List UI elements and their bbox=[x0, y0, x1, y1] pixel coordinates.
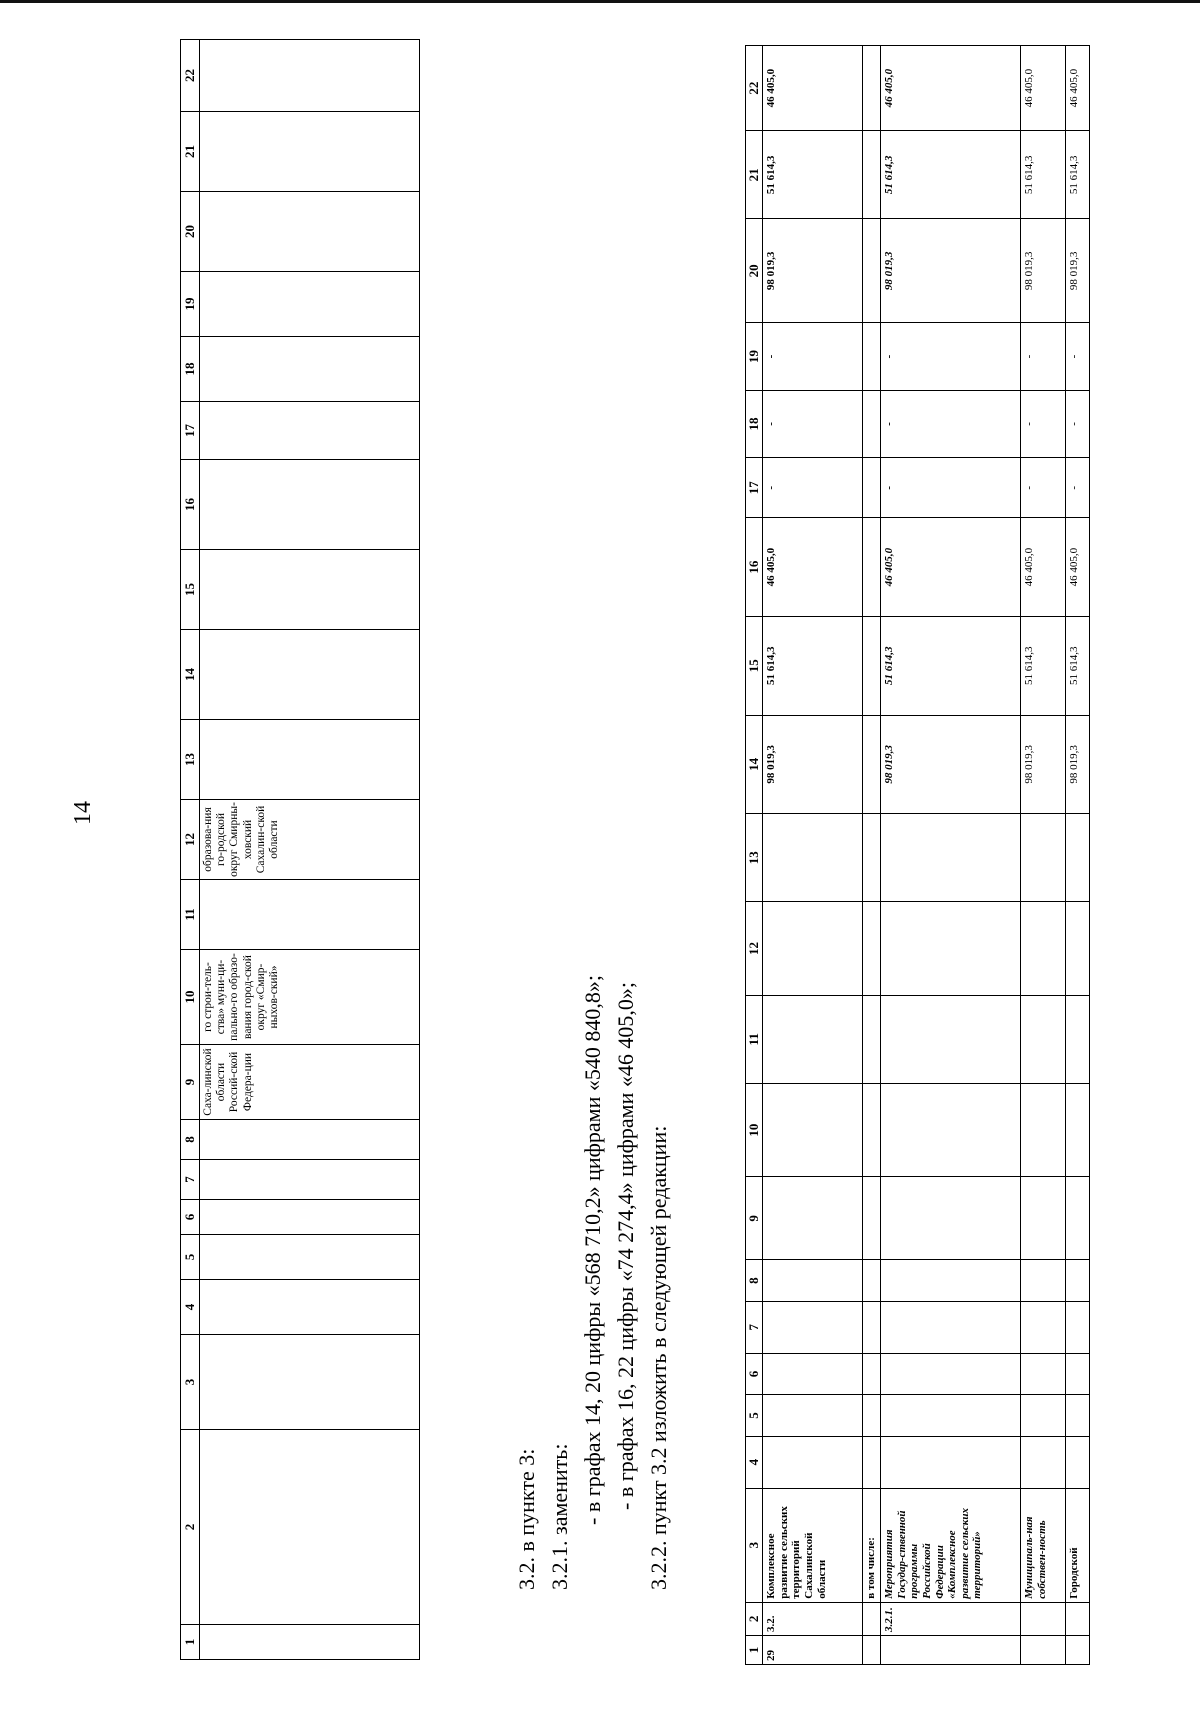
value-cell: 98 019,3 bbox=[763, 219, 863, 323]
table-cell bbox=[863, 1083, 881, 1176]
value-cell: 46 405,0 bbox=[1021, 518, 1066, 617]
col-header: 13 bbox=[746, 814, 763, 902]
table-cell bbox=[881, 1177, 1021, 1260]
table-cell bbox=[881, 1260, 1021, 1302]
table-cell bbox=[863, 902, 881, 995]
value-cell bbox=[863, 131, 881, 219]
table-cell bbox=[200, 1160, 420, 1200]
value-cell: 51 614,3 bbox=[881, 131, 1021, 219]
table-cell bbox=[763, 814, 863, 902]
table-cell bbox=[863, 1177, 881, 1260]
amendment-text bbox=[510, 190, 675, 1590]
table-cell-col10: го строи-тель-ства» муни-ци-пально-го образо-вания город-ской округ «Смир-ныхов-ский» bbox=[200, 950, 420, 1045]
value-cell: 46 405,0 bbox=[763, 46, 863, 131]
col-header: 14 bbox=[746, 715, 763, 814]
table-cell bbox=[200, 1120, 420, 1160]
col-header: 21 bbox=[746, 131, 763, 219]
value-cell: - bbox=[1021, 458, 1066, 518]
col-header: 17 bbox=[181, 402, 200, 460]
table-cell bbox=[881, 902, 1021, 995]
value-cell bbox=[863, 390, 881, 457]
table-cell bbox=[1066, 1301, 1090, 1353]
table-row bbox=[863, 46, 881, 1665]
value-cell: 98 019,3 bbox=[1066, 715, 1090, 814]
table-cell bbox=[863, 1395, 881, 1437]
table-cell bbox=[1066, 1260, 1090, 1302]
table-cell bbox=[1066, 1602, 1090, 1635]
value-cell: - bbox=[1021, 323, 1066, 390]
value-cell: - bbox=[881, 323, 1021, 390]
col-header: 18 bbox=[746, 390, 763, 457]
value-cell: - bbox=[881, 390, 1021, 457]
table-cell bbox=[200, 192, 420, 272]
table-cell bbox=[881, 1083, 1021, 1176]
table-cell bbox=[1021, 1436, 1066, 1488]
table-cell bbox=[863, 995, 881, 1083]
value-cell: 98 019,3 bbox=[881, 715, 1021, 814]
value-cell: 46 405,0 bbox=[763, 518, 863, 617]
value-cell: 46 405,0 bbox=[881, 46, 1021, 131]
text-line-2: 3.2.1. заменить: bbox=[547, 1443, 572, 1590]
value-cell: 51 614,3 bbox=[763, 616, 863, 715]
col-header: 15 bbox=[181, 550, 200, 630]
col-header: 17 bbox=[746, 458, 763, 518]
col-header: 6 bbox=[181, 1200, 200, 1235]
table-cell bbox=[1021, 1395, 1066, 1437]
table-cell bbox=[1066, 1395, 1090, 1437]
table-cell bbox=[763, 1395, 863, 1437]
table-cell bbox=[1066, 1177, 1090, 1260]
value-cell: 98 019,3 bbox=[1021, 715, 1066, 814]
value-cell: - bbox=[1066, 323, 1090, 390]
top-table-row bbox=[200, 40, 420, 1660]
table-cell bbox=[881, 1436, 1021, 1488]
table-row bbox=[1021, 46, 1066, 1665]
table-cell bbox=[1066, 995, 1090, 1083]
table-cell bbox=[1021, 1083, 1066, 1176]
col-header: 11 bbox=[181, 880, 200, 950]
value-cell: - bbox=[763, 390, 863, 457]
table-cell bbox=[200, 402, 420, 460]
col-header: 16 bbox=[181, 460, 200, 550]
item-name: Муниципаль-ная собствен-ность bbox=[1021, 1488, 1066, 1602]
col-header: 2 bbox=[181, 1430, 200, 1625]
table-cell bbox=[763, 1301, 863, 1353]
value-cell: 98 019,3 bbox=[763, 715, 863, 814]
col-header: 21 bbox=[181, 112, 200, 192]
table-cell bbox=[200, 40, 420, 112]
col-header: 3 bbox=[746, 1488, 763, 1602]
table-cell bbox=[1021, 814, 1066, 902]
value-cell: 46 405,0 bbox=[1066, 46, 1090, 131]
item-code: 3.2.1. bbox=[881, 1602, 1021, 1635]
col-header: 14 bbox=[181, 630, 200, 720]
table-cell bbox=[763, 1353, 863, 1395]
table-cell bbox=[200, 337, 420, 402]
value-cell: 51 614,3 bbox=[1021, 616, 1066, 715]
table-cell bbox=[863, 1353, 881, 1395]
col-header: 8 bbox=[181, 1120, 200, 1160]
col-header: 5 bbox=[181, 1235, 200, 1280]
table-cell bbox=[200, 272, 420, 337]
value-cell bbox=[863, 518, 881, 617]
text-line-1: 3.2. в пункте 3: bbox=[514, 1448, 539, 1590]
value-cell: 51 614,3 bbox=[1021, 131, 1066, 219]
value-cell: 46 405,0 bbox=[881, 518, 1021, 617]
col-header: 18 bbox=[181, 337, 200, 402]
col-header: 8 bbox=[746, 1260, 763, 1302]
col-header: 9 bbox=[746, 1177, 763, 1260]
value-cell bbox=[863, 458, 881, 518]
table-cell-col9: Саха-линской области Россий-ской Федера-ции bbox=[200, 1045, 420, 1120]
table-cell bbox=[1021, 1635, 1066, 1664]
table-cell bbox=[1066, 1436, 1090, 1488]
value-cell: 51 614,3 bbox=[763, 131, 863, 219]
col-header: 15 bbox=[746, 616, 763, 715]
table-cell bbox=[1066, 902, 1090, 995]
table-cell bbox=[763, 1436, 863, 1488]
value-cell: - bbox=[881, 458, 1021, 518]
table-row bbox=[881, 46, 1021, 1665]
value-cell: - bbox=[1066, 458, 1090, 518]
table-row bbox=[1066, 46, 1090, 1665]
table-cell bbox=[200, 1235, 420, 1280]
table-cell bbox=[881, 995, 1021, 1083]
col-header: 12 bbox=[746, 902, 763, 995]
col-header: 4 bbox=[746, 1436, 763, 1488]
table-cell bbox=[200, 1280, 420, 1335]
col-header: 10 bbox=[746, 1083, 763, 1176]
table-cell bbox=[1021, 1353, 1066, 1395]
table-cell bbox=[200, 1335, 420, 1430]
value-cell bbox=[863, 616, 881, 715]
table-row bbox=[763, 46, 863, 1665]
table-cell bbox=[200, 1625, 420, 1660]
col-header: 16 bbox=[746, 518, 763, 617]
table-cell bbox=[200, 112, 420, 192]
table-cell bbox=[881, 814, 1021, 902]
table-cell bbox=[763, 995, 863, 1083]
item-code: 3.2. bbox=[763, 1602, 863, 1635]
table-cell bbox=[863, 814, 881, 902]
table-cell bbox=[1021, 902, 1066, 995]
table-cell bbox=[200, 1200, 420, 1235]
table-cell bbox=[881, 1353, 1021, 1395]
col-header: 4 bbox=[181, 1280, 200, 1335]
top-border-line bbox=[0, 0, 1200, 3]
bottom-table bbox=[745, 45, 1090, 1665]
item-name: Мероприятия Государ-ственной программы Российской Федерации «Комплексное развитие сельских территорий» bbox=[881, 1488, 1021, 1602]
table-cell bbox=[863, 1635, 881, 1664]
col-header: 7 bbox=[746, 1301, 763, 1353]
table-cell bbox=[1066, 814, 1090, 902]
table-cell bbox=[881, 1635, 1021, 1664]
row-number: 29 bbox=[763, 1635, 863, 1664]
table-cell bbox=[881, 1395, 1021, 1437]
col-header: 11 bbox=[746, 995, 763, 1083]
bottom-table-container bbox=[745, 45, 1090, 1665]
item-name: Комплексное развитие сельских территорий Сахалинской области bbox=[763, 1488, 863, 1602]
page-number: 14 bbox=[70, 801, 96, 825]
col-header: 2 bbox=[746, 1602, 763, 1635]
table-cell bbox=[1066, 1083, 1090, 1176]
value-cell: 46 405,0 bbox=[1021, 46, 1066, 131]
col-header: 22 bbox=[181, 40, 200, 112]
value-cell: - bbox=[763, 323, 863, 390]
item-name: в том числе: bbox=[863, 1488, 881, 1602]
table-cell bbox=[200, 1430, 420, 1625]
item-name: Городской bbox=[1066, 1488, 1090, 1602]
col-header: 3 bbox=[181, 1335, 200, 1430]
col-header: 19 bbox=[746, 323, 763, 390]
table-cell bbox=[763, 1260, 863, 1302]
value-cell: 51 614,3 bbox=[1066, 131, 1090, 219]
table-cell bbox=[1021, 1260, 1066, 1302]
table-cell bbox=[1021, 1301, 1066, 1353]
table-cell-col12: образова-ния го-родской округ Смирны-ховский Сахалин-ской области bbox=[200, 800, 420, 880]
table-cell bbox=[200, 630, 420, 720]
col-header: 20 bbox=[746, 219, 763, 323]
col-header: 7 bbox=[181, 1160, 200, 1200]
value-cell: - bbox=[1021, 390, 1066, 457]
col-header: 1 bbox=[746, 1635, 763, 1664]
table-cell bbox=[200, 550, 420, 630]
col-header: 13 bbox=[181, 720, 200, 800]
table-cell bbox=[763, 902, 863, 995]
table-cell bbox=[1066, 1635, 1090, 1664]
value-cell bbox=[863, 715, 881, 814]
col-header: 6 bbox=[746, 1353, 763, 1395]
value-cell: 51 614,3 bbox=[881, 616, 1021, 715]
top-table-header-row bbox=[181, 40, 200, 1660]
col-header: 22 bbox=[746, 46, 763, 131]
table-cell bbox=[1021, 1177, 1066, 1260]
text-line-3: - в графах 14, 20 цифры «568 710,2» цифрами «540 840,8»; bbox=[580, 975, 605, 1525]
table-cell bbox=[200, 880, 420, 950]
value-cell: 51 614,3 bbox=[1066, 616, 1090, 715]
top-table bbox=[180, 39, 420, 1660]
value-cell bbox=[863, 323, 881, 390]
value-cell: 46 405,0 bbox=[1066, 518, 1090, 617]
col-header: 10 bbox=[181, 950, 200, 1045]
table-cell bbox=[1066, 1353, 1090, 1395]
value-cell: - bbox=[1066, 390, 1090, 457]
table-cell bbox=[763, 1177, 863, 1260]
table-cell bbox=[863, 1602, 881, 1635]
table-cell bbox=[863, 1436, 881, 1488]
table-cell bbox=[200, 460, 420, 550]
table-cell bbox=[863, 1301, 881, 1353]
col-header: 5 bbox=[746, 1395, 763, 1437]
bottom-table-header-row bbox=[746, 46, 763, 1665]
value-cell: 98 019,3 bbox=[881, 219, 1021, 323]
value-cell: 98 019,3 bbox=[1021, 219, 1066, 323]
col-header: 19 bbox=[181, 272, 200, 337]
table-cell bbox=[863, 1260, 881, 1302]
value-cell: 98 019,3 bbox=[1066, 219, 1090, 323]
table-cell bbox=[200, 720, 420, 800]
table-cell bbox=[1021, 1602, 1066, 1635]
col-header: 12 bbox=[181, 800, 200, 880]
col-header: 1 bbox=[181, 1625, 200, 1660]
col-header: 20 bbox=[181, 192, 200, 272]
table-cell bbox=[763, 1083, 863, 1176]
value-cell: - bbox=[763, 458, 863, 518]
table-cell bbox=[881, 1301, 1021, 1353]
top-table-container bbox=[180, 39, 420, 1660]
table-cell bbox=[1021, 995, 1066, 1083]
col-header: 9 bbox=[181, 1045, 200, 1120]
text-line-5: 3.2.2. пункт 3.2 изложить в следующей редакции: bbox=[646, 1125, 671, 1590]
value-cell bbox=[863, 219, 881, 323]
text-line-4: - в графах 16, 22 цифры «74 274,4» цифрами «46 405,0»; bbox=[613, 982, 638, 1510]
value-cell bbox=[863, 46, 881, 131]
